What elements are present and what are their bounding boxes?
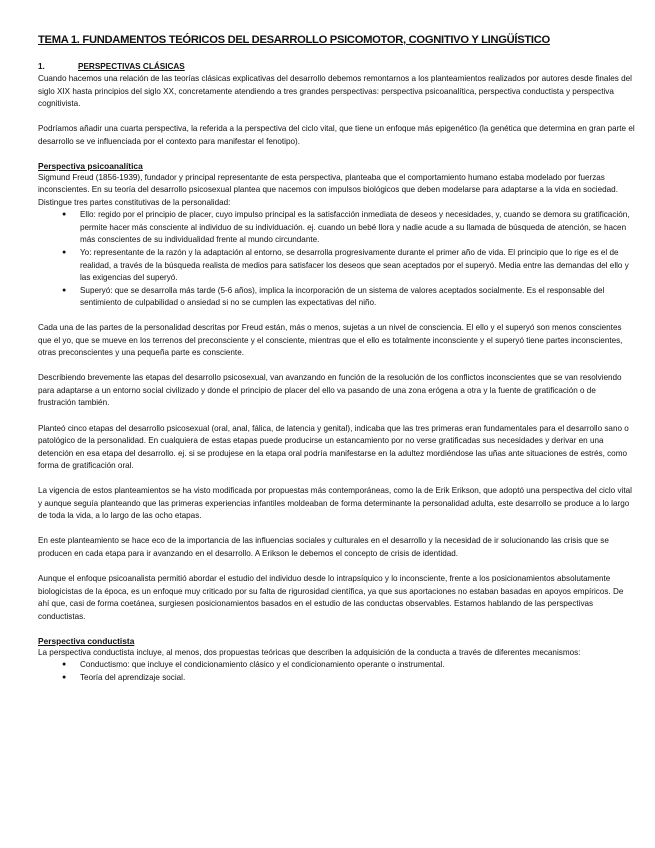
consciousness-paragraph: Cada una de las partes de la personalidad descritas por Freud están, más o menos, sujetas a un nivel de consciencia. El ello y el superyó son menos conscientes que el yo, que se mueve en los terrenos del preconsciente y el consciente, mientras que el ello es totalmente inconsciente y el superyó tiene partes inconscientes, otras preconscientes y una pequeña parte es consciente. [38,323,623,358]
list-item: ● Superyó: que se desarrolla más tarde (5-6 años), implica la incorporación de un sistema de valores aceptados socialmente. Es el responsable del sentimiento de culpabilidad o ansiedad si no se cumplen las expectativas del niño. [38,285,635,310]
list-item: ● Conductismo: que incluye el condicionamiento clásico y el condicionamiento operante o instrumental. [38,659,635,672]
behaviorist-heading: Perspectiva conductista [38,635,135,646]
personality-parts-list [38,209,635,309]
freud-paragraph: Sigmund Freud (1856-1939), fundador y principal representante de esta perspectiva, planteaba que el comportamiento humano estaba modelado por fuerzas inconscientes. En su teoría del desarrollo psicosexual plantea que nacemos con impulsos biológicos que deben modelarse para adaptarse a la vida en sociedad. Distingue tres partes constitutivas de la personalidad: [38,172,618,207]
section-label: PERSPECTIVAS CLÁSICAS [78,62,185,71]
stages-paragraph: Describiendo brevemente las etapas del desarrollo psicosexual, van avanzando en función de la resolución de los conflictos inconscientes que se van resolviendo para adaptarse a un entorno social civilizado y donde el principio de placer del ello va pasando de una zona erógena a otra y la fuente de gratificación o de frustración también. [38,373,622,408]
intro-paragraph: Cuando hacemos una relación de las teorías clásicas explicativas del desarrollo debemos remontarnos a los planteamientos realizados por autores desde finales del siglo XIX hasta principios del siglo XX, concretamente atendiendo a tres grandes perspectivas: perspectiva psicoanalítica, perspectiva conductista y perspectiva cognitivista. [38,74,632,109]
five-stages-paragraph: Planteó cinco etapas del desarrollo psicosexual (oral, anal, fálica, de latencia y genital), indicaba que las tres primeras eran fundamentales para el desarrollo sano o patológico de la personalidad. En cualquiera de estas etapas puede producirse un estancamiento por no verse gratificadas sus necesidades y derivar en una detención en esa etapa del desarrollo. ej. si se produjese en la etapa oral podría manifestarse en la adultez mordiéndose las uñas ante situaciones de estrés, como forma de gratificación oral. [38,423,629,471]
critique-paragraph: Aunque el enfoque psicoanalista permitió abordar el estudio del individuo desde lo intrapsíquico y lo inconsciente, frente a los posicionamientos absolutamente biologicistas de la época, es un enfoque muy criticado por su falta de rigurosidad científica, ya que sus aportaciones no estaban basadas en apoyos empíricos. De ahí que, casi de forma coetánea, surgiesen posicionamientos basados en el estudio de las conductas observables. Estamos hablando de las perspectivas conductistas. [38,573,624,621]
fourth-perspective-paragraph: Podríamos añadir una cuarta perspectiva, la referida a la perspectiva del ciclo vital, que tiene un enfoque más epigenético (la genética que determina en gran parte el desarrollo se ve influenciada por el contexto para manifestar el fenotipo). [38,124,635,146]
section-heading [38,62,635,71]
section-number: 1. [38,62,45,71]
crisis-paragraph: En este planteamiento se hace eco de la importancia de las influencias sociales y culturales en el desarrollo y la necesidad de ir solucionando las crisis que se producen en cada etapa para ir avanzando en el desarrollo. A Erikson le debemos el concepto de crisis de identidad. [38,536,609,558]
behaviorist-list [38,659,635,684]
list-item: ● Ello: regido por el principio de placer, cuyo impulso principal es la satisfacción inmediata de deseos y necesidades, y, cuando se demora su gratificación, permite hacer más consciente al individuo de su individuación. ej. cuando un bebé llora y nadie acude a su llamada de búsqueda de atención, se hacen más conscientes de su individualidad frente al mundo circundante. [38,209,635,247]
document-title: TEMA 1. FUNDAMENTOS TEÓRICOS DEL DESARROLLO PSICOMOTOR, COGNITIVO Y LINGÜÍSTICO [38,34,550,46]
erikson-paragraph: La vigencia de estos planteamientos se ha visto modificada por propuestas más contemporáneas, como la de Erik Erikson, que adoptó una perspectiva del ciclo vital y aunque seguía planteando que las primeras experiencias infantiles moldeaban de forma determinante la personalidad adulta, este desarrollo se produce a lo largo de toda la vida, a lo largo de las ocho etapas. [38,486,632,521]
behaviorist-paragraph: La perspectiva conductista incluye, al menos, dos propuestas teóricas que describen la adquisición de la conducta a través de diferentes mecanismos: [38,647,581,657]
list-item: ● Teoría del aprendizaje social. [38,672,635,685]
psychoanalytic-heading: Perspectiva psicoanalítica [38,160,143,171]
list-item: ● Yo: representante de la razón y la adaptación al entorno, se desarrolla progresivamente durante el primer año de vida. El principio que lo rige es el de realidad, a través de la búsqueda realista de medios para satisfacer los deseos que sean aceptados por el superyó. Media entre las demandas del ello y las exigencias del superyó. [38,247,635,285]
